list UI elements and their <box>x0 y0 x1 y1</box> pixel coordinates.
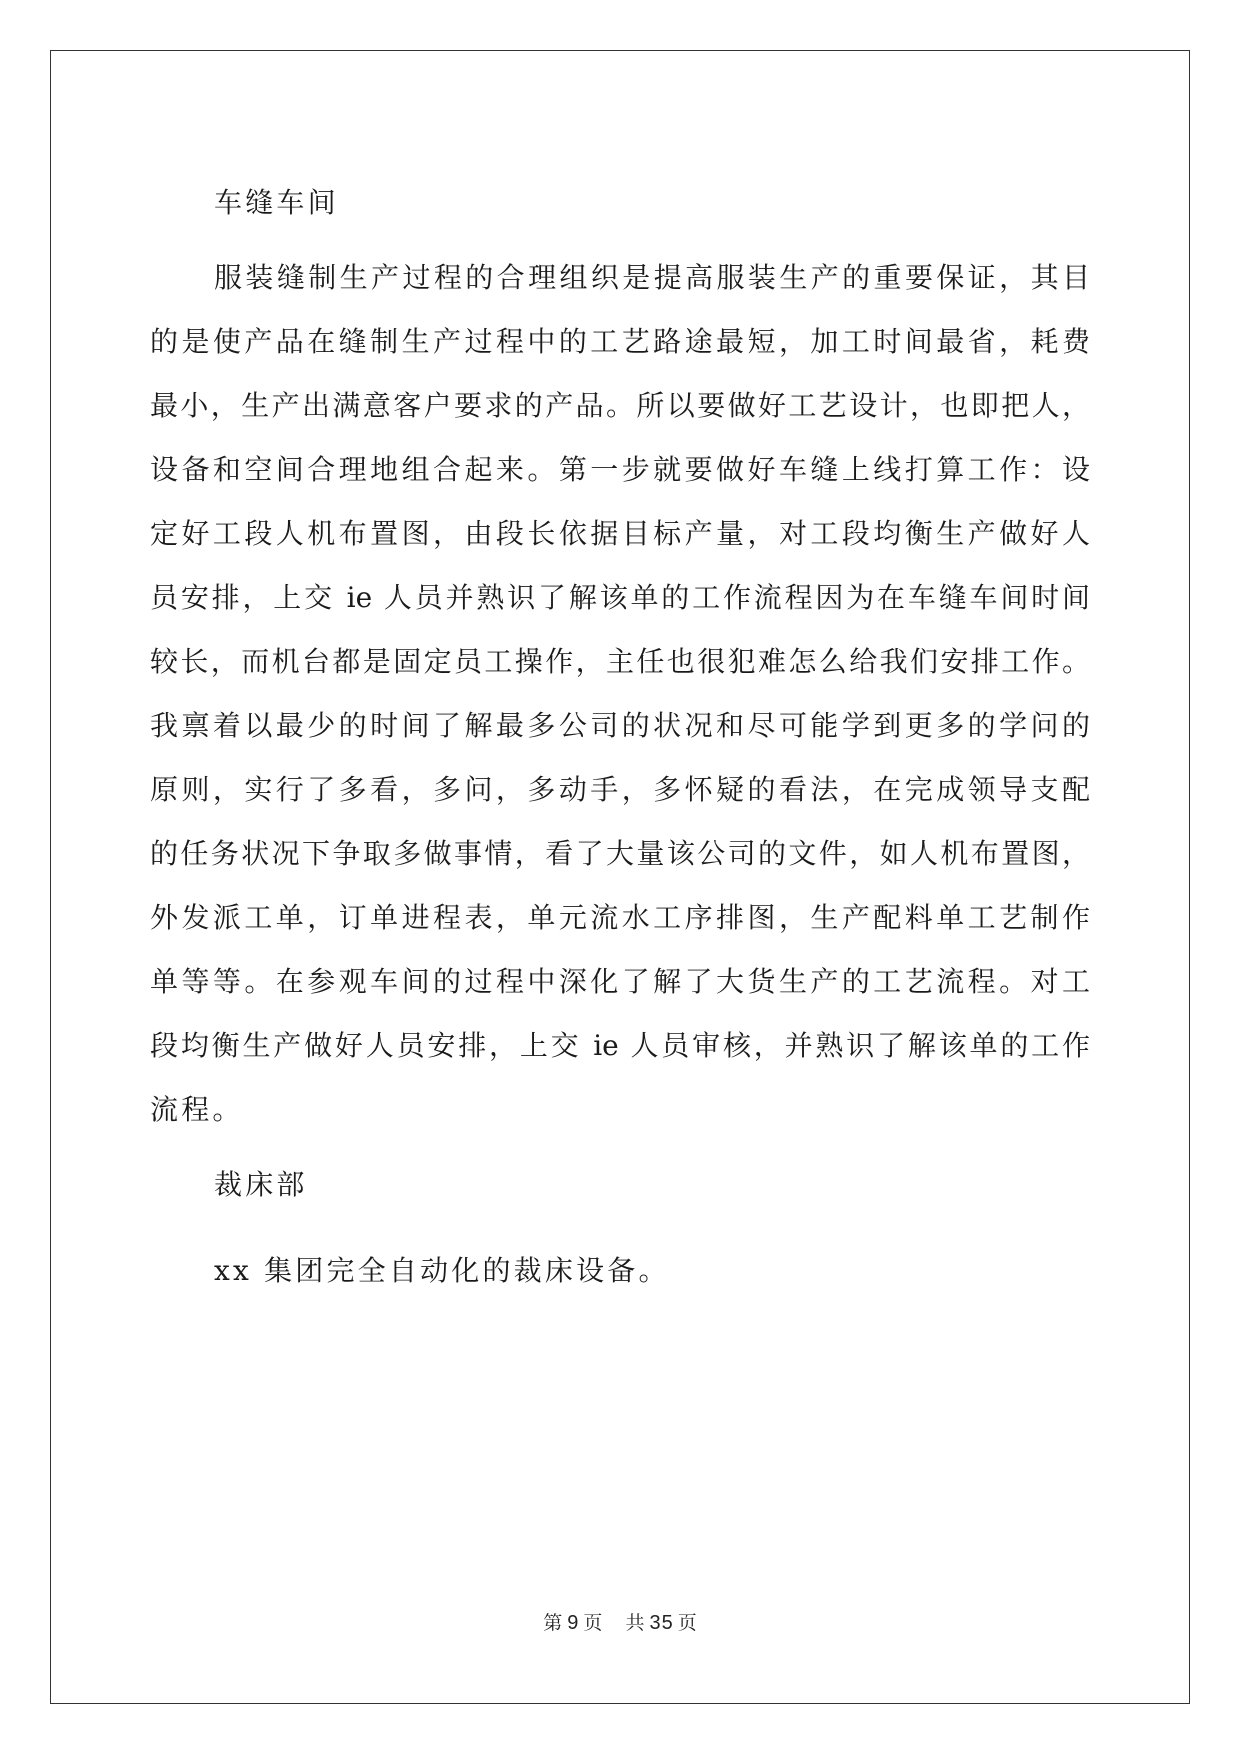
paragraph-line: 段均衡生产做好人员安排，上交 ie 人员审核，并熟识了解该单的工作 <box>150 1029 1090 1062</box>
paragraph-line: 员安排，上交 ie 人员并熟识了解该单的工作流程因为在车缝车间时间 <box>150 581 1090 614</box>
paragraph-line: 定好工段人机布置图，由段长依据目标产量，对工段均衡生产做好人 <box>150 517 1090 550</box>
paragraph-line: 较长，而机台都是固定员工操作，主任也很犯难怎么给我们安排工作。 <box>150 645 1090 678</box>
section-title-sewing-workshop: 车缝车间 <box>214 186 339 219</box>
section-title-cutting-department: 裁床部 <box>214 1168 308 1201</box>
footer-total-prefix: 共 <box>625 1612 646 1634</box>
paragraph-sewing-workshop <box>150 246 1090 1142</box>
current-page-number: 9 <box>567 1612 580 1634</box>
paragraph-line: 的是使产品在缝制生产过程中的工艺路途最短，加工时间最省，耗费 <box>150 325 1090 358</box>
paragraph-line: 最小，生产出满意客户要求的产品。所以要做好工艺设计，也即把人， <box>150 389 1090 422</box>
paragraph-cutting-department: xx 集团完全自动化的裁床设备。 <box>214 1254 670 1287</box>
paragraph-line: 原则，实行了多看，多问，多动手，多怀疑的看法，在完成领导支配 <box>150 773 1090 806</box>
paragraph-line: 我禀着以最少的时间了解最多公司的状况和尽可能学到更多的学问的 <box>150 709 1090 742</box>
paragraph-line: 流程。 <box>150 1093 244 1126</box>
paragraph-line: 的任务状况下争取多做事情，看了大量该公司的文件，如人机布置图， <box>150 837 1090 870</box>
total-page-count: 35 <box>649 1612 674 1634</box>
document-body <box>150 160 1090 1314</box>
footer-total-suffix: 页 <box>677 1612 698 1634</box>
paragraph-line: 设备和空间合理地组合起来。第一步就要做好车缝上线打算工作：设 <box>150 453 1090 486</box>
footer-page-word: 页 <box>583 1612 604 1634</box>
paragraph-line: 外发派工单，订单进程表，单元流水工序排图，生产配料单工艺制作 <box>150 901 1090 934</box>
paragraph-line: 服装缝制生产过程的合理组织是提高服装生产的重要保证，其目 <box>214 261 1090 294</box>
paragraph-line: 单等等。在参观车间的过程中深化了解了大货生产的工艺流程。对工 <box>150 965 1090 998</box>
page-footer <box>0 1608 1241 1635</box>
footer-prefix: 第 <box>543 1612 564 1634</box>
